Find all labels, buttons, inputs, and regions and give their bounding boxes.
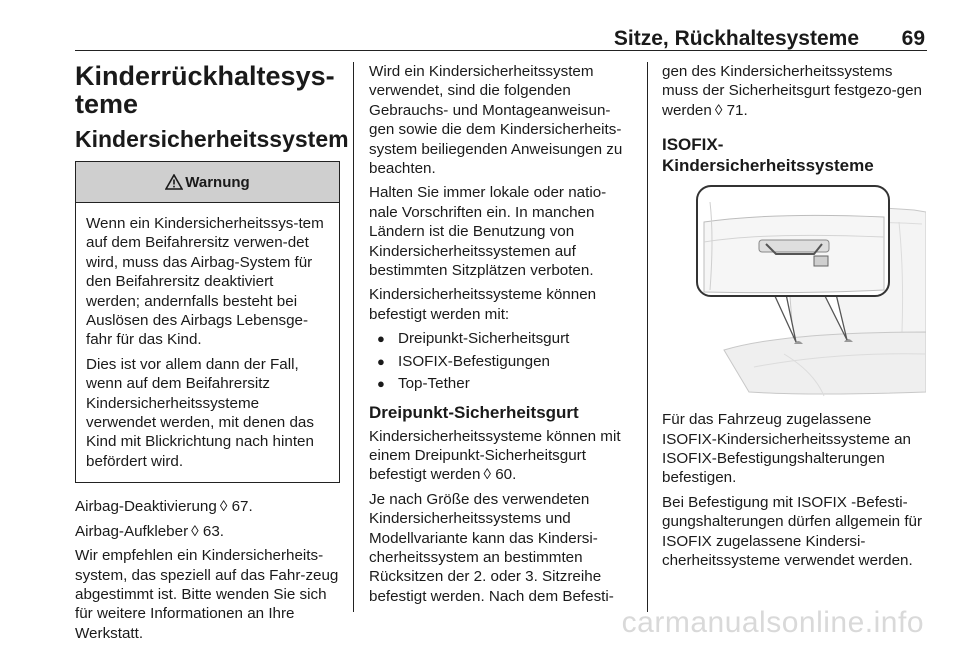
section-title: Sitze, Rückhaltesysteme [613, 27, 859, 50]
seat-drawing [664, 182, 926, 400]
ref-text: Airbag-Aufkleber [75, 522, 189, 540]
column-3 [662, 62, 928, 575]
ref-text: Airbag-Deaktivierung [75, 498, 217, 516]
warning-body [76, 203, 339, 482]
bullet-icon: ● [377, 353, 385, 369]
three-point-belt-heading: Dreipunkt-Sicherheitsgurt [369, 402, 579, 422]
airbag-deactivation-ref[interactable] [75, 497, 340, 516]
list-item: ● Dreipunkt-Sicherheitsgurt [377, 330, 570, 348]
ref-arrow-icon: ◊ [483, 466, 491, 484]
recommendation-paragraph: Wir empfehlen ein Kindersicherheits-system, das speziell auf das Fahr-zeug abgestimmt ist. Bitte wenden Sie sich für weitere Informationen an Ihre Werkstatt. [75, 547, 339, 642]
warning-box [75, 161, 340, 483]
mounting-intro-paragraph: Kindersicherheitssysteme können befestigt werden mit: [369, 286, 597, 323]
isofix-heading: ISOFIX-Kindersicherheitssysteme [662, 135, 874, 176]
mounting-options-list [369, 329, 634, 393]
ref-page: 63. [202, 522, 224, 540]
bullet-icon: ● [377, 376, 385, 392]
watermark: carmanualsonline.info [621, 606, 924, 639]
ref-page[interactable]: 71. [726, 101, 748, 119]
section-heading: Kindersicherheitssystem [75, 126, 349, 152]
column-divider-1 [353, 62, 354, 612]
column-1 [75, 61, 349, 648]
seat-row-paragraph: Je nach Größe des verwendeten Kindersicherheitssystems und Modellvariante kann das Kindersi-cherheitssystem an bestimmten Rücksitzen der 2. oder 3. Sitzreihe befestigt werden. Nach dem Befesti- [369, 490, 614, 605]
isofix-approved-paragraph: Für das Fahrzeug zugelassene ISOFIX-Kindersicherheitssysteme an ISOFIX-Befestigungshalterungen befestigen. [662, 411, 911, 487]
chapter-heading: Kinderrückhaltesys-teme [75, 61, 335, 119]
warning-header [76, 162, 339, 203]
ref-arrow-icon: ◊ [191, 522, 199, 540]
ref-arrow-icon: ◊ [219, 498, 228, 516]
bullet-icon: ● [377, 331, 385, 347]
instructions-paragraph: Wird ein Kindersicherheitssystem verwendet, sind die folgenden Gebrauchs- und Montageanweisun-gen sowie die dem Kindersicherheits-system beiliegenden Anweisungen zu beachten. [369, 63, 623, 178]
warning-triangle-icon [165, 174, 183, 190]
ref-arrow-icon: ◊ [714, 101, 723, 119]
page-header [75, 0, 927, 51]
isofix-seat-illustration [664, 182, 926, 400]
airbag-sticker-ref[interactable] [75, 522, 340, 541]
belt-tighten-paragraph: gen des Kindersicherheitssystems muss der Sicherheitsgurt festgezo-gen werden ◊ 71. [662, 63, 923, 119]
list-item: ● ISOFIX-Befestigungen [377, 352, 550, 370]
ref-page[interactable]: 60. [495, 466, 517, 484]
warning-paragraph-2: Dies ist vor allem dann der Fall, wenn auf dem Beifahrersitz Kindersicherheitssysteme verwendet werden, mit denen das Kind mit Blickrichtung nach hinten befördert wird. [86, 355, 314, 470]
three-point-belt-paragraph: Kindersicherheitssysteme können mit einem Dreipunkt-Sicherheitsgurt befestigt werden ◊ 60. [369, 427, 621, 484]
warning-paragraph-1: Wenn ein Kindersicherheitssys-tem auf dem Beifahrersitz verwen-det wird, muss das Airbag-System für den Beifahrersitz deaktiviert werden; andernfalls besteht bei Auslösen des Airbags Lebensge-fahr für das Kind. [86, 215, 324, 349]
list-item: ● Top-Tether [377, 375, 470, 393]
column-2 [369, 62, 634, 611]
warning-title: Warnung [185, 173, 250, 191]
regulations-paragraph: Halten Sie immer lokale oder natio-nale Vorschriften ein. In manchen Ländern ist die Benutzung von Kindersicherheitssystemen auf bestimmten Sitzplätzen verboten. [369, 184, 607, 280]
column-divider-2 [647, 62, 648, 612]
isofix-mounting-paragraph: Bei Befestigung mit ISOFIX -Befesti-gungshalterungen dürfen allgemein für ISOFIX zugelassene Kindersi-cherheitssysteme verwendet werden. [662, 493, 923, 570]
page-number: 69 [901, 27, 925, 50]
ref-page: 67. [231, 498, 253, 516]
